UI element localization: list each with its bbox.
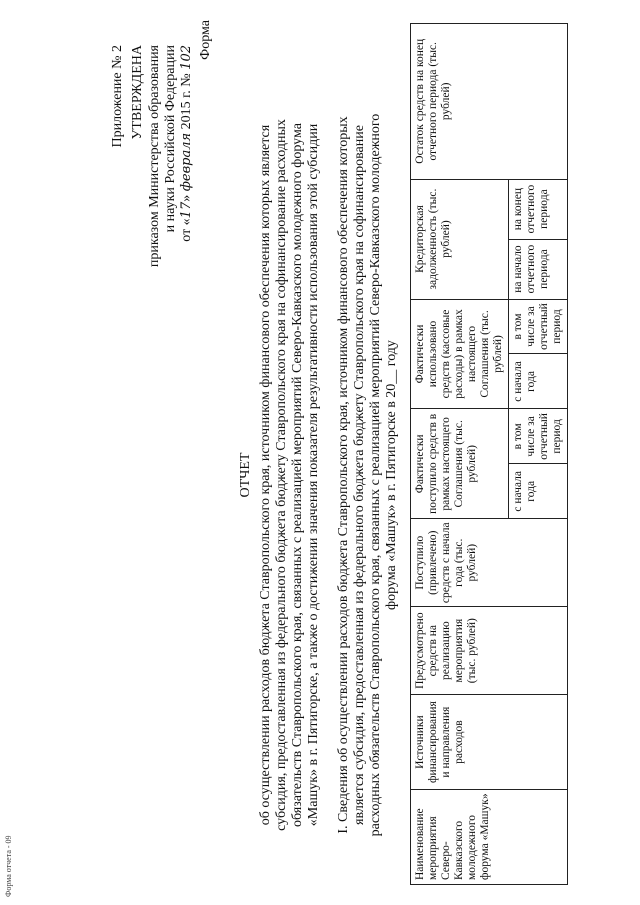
section1-line-3: расходных обязательств Ставропольского края, связанных с реализацией мероприятий Северо-Кавказского молодежного [368, 113, 383, 837]
approved-label: УТВЕРЖДЕНА [130, 45, 145, 140]
section1-line-4: форума «Машук» в г. Пятигорске в 20__ году [384, 340, 399, 610]
sub-received-incl-period: в том числе за отчетный период [509, 409, 568, 464]
header-planned: Предусмотрено средств на реализацию мероприятия (тыс. рублей) [411, 607, 568, 695]
sub-payables-end: на конец отчетного периода [509, 179, 568, 239]
sub-received-from-start: с начала года [509, 464, 568, 519]
intro-line-2: субсидия, предоставленная из федерального бюджета бюджету Ставропольского края на софинансирование расходных [274, 119, 289, 831]
order-line-1: приказом Министерства образования [147, 45, 162, 268]
order-year: 2015 г. № [179, 73, 194, 130]
header-received-agreement: Фактически поступило средств в рамках настоящего Соглашения (тыс. рублей) [411, 409, 509, 519]
header-used-agreement: Фактически использовано средств (кассовые расходы) в рамках настоящего Соглашения (тыс. рублей) [411, 299, 509, 409]
order-line-2: и науки Российской Федерации [163, 45, 178, 233]
header-balance: Остаток средств на конец отчетного периода (тыс. рублей) [411, 24, 568, 180]
sub-used-incl-period: в том числе за отчетный период [509, 299, 568, 354]
order-day: 17 [179, 201, 194, 219]
intro-line-4: «Машук» в г. Пятигорске, а также о достижении значения показателя результативности использования этой субсидии [306, 123, 321, 827]
header-source: Источники финансирования и направления расходов [411, 695, 568, 790]
order-date-mid: » [179, 194, 194, 202]
table-header-row [411, 24, 509, 885]
header-payables: Кредиторская задолженность (тыс. рублей) [411, 179, 509, 299]
report-title: ОТЧЕТ [238, 452, 253, 498]
appendix-label: Приложение № 2 [110, 45, 125, 148]
section1-line-2: является субсидия, предоставленная из федерального бюджета бюджету Ставропольского края на софинансирование [352, 125, 367, 825]
order-date-prefix: от « [179, 218, 194, 242]
intro-line-1: об осуществлении расходов бюджета Ставропольского края, источником финансового обеспечения которых является [258, 124, 273, 826]
sub-payables-start: на начало отчетного периода [509, 239, 568, 299]
order-number: 102 [179, 45, 194, 70]
header-received-start: Поступило (привлечено) средств с начала года (тыс. рублей) [411, 519, 568, 607]
sub-used-from-start: с начала года [509, 354, 568, 409]
form-code: Форма отчета - 09 [4, 835, 13, 897]
intro-line-3: обязательств Ставропольского края, связанных с реализацией мероприятий Северо-Кавказского молодежного форума [290, 123, 305, 827]
header-event: Наименование мероприятия Северо-Кавказского молодежного форума «Машук» [411, 790, 568, 885]
form-label: Форма [198, 20, 213, 60]
report-table [410, 23, 568, 885]
section1-line-1: I. Сведения об осуществлении расходов бюджета Ставропольского края, источником финансового обеспечения которых [336, 116, 351, 834]
order-month: февраля [179, 132, 194, 192]
order-date-line [179, 45, 195, 905]
